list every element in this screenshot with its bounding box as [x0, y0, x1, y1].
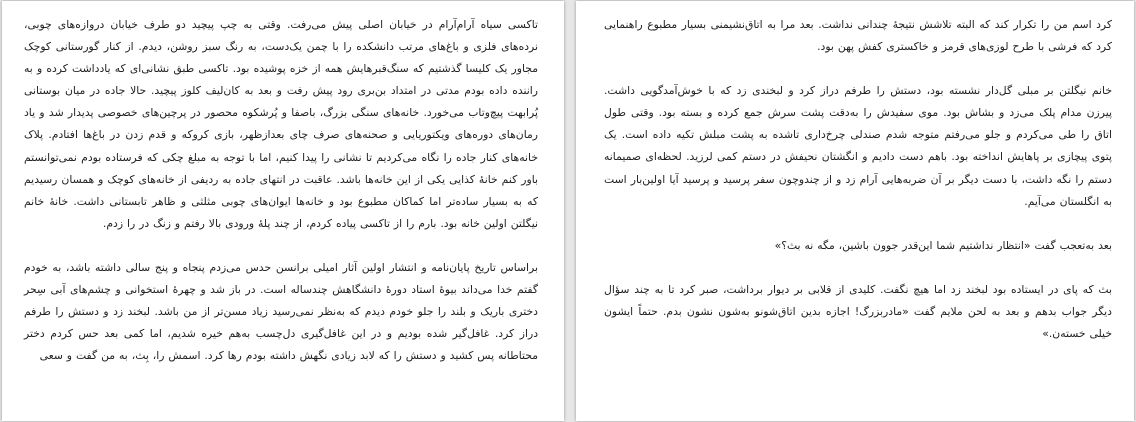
right-page	[576, 1, 1134, 421]
paragraph-gap	[604, 257, 1112, 279]
paragraph-gap	[24, 235, 538, 257]
paragraph-gap	[604, 213, 1112, 235]
right-paragraph-2: خانم نیگلتن بر مبلی گل‌دار نشسته بود، دستش را طرفم دراز کرد و لبخندی زد که با خوش‌آمدگویی داشت. پیرزن مدام پلک می‌زد و بشاش بود. موی سفیدش را به‌دقت پشت سرش جمع کرده و بسته بود. وقتی طول اتاق را طی می‌کردم و جلو می‌رفتم متوجه شدم صندلی چرخ‌داری تاشده به پشت مبلش تکیه داده است. یک پتوی پیچازی بر پاهایش انداخته بود. باهم دست دادیم و انگشتان نحیفش در دستم کمی لرزید. لحظه‌ای صمیمانه دستم را نگه داشت، با دست دیگر بر آن ضربه‌هایی آرام زد و از چندوچون سفر پرسید و پرسید آیا اولین‌بار است به انگلستان می‌آیم.	[604, 84, 1112, 208]
right-paragraph-4: بث که پای در ایستاده بود لبخند زد اما هیچ نگفت. کلیدی از قلابی بر دیوار برداشت، صبر کرد تا به چند سؤال دیگر جواب بدهم و بعد به لحن ملایم گفت «مادربزرگ! اجازه بدین اتاق‌شونو به‌شون نشون بدم. حتماً ایشون خیلی خسته‌ن.»	[604, 282, 1112, 341]
left-paragraph-1: تاکسی سیاه آرام‌آرام در خیابان اصلی پیش می‌رفت. وقتی به چپ پیچید دو طرف خیابان دروازه‌های چوبی، نرده‌های فلزی و باغ‌های مرتب دانشکده را با چمن یک‌دست، به رنگ سبز روشن، دیدم. از کنار گورستانی کوچک مجاور یک کلیسا گذشتیم که سنگ‌قبرهایش همه از خزه پوشیده بود. تاکسی طبق نشانی‌ای که یادداشت کرده و به راننده داده بودم مدتی در امتداد بن‌بری رود پیش رفت و بعد به کان‌لیف کلوز پیچید. حالا جاده در میان بوستانی پُرابهت پیچ‌وتاب می‌خورد. خانه‌های سنگی بزرگ، باصفا و پُرشکوه محصور در پرچین‌های خصوصی پدیدار شد و یاد رمان‌های دوره‌های ویکتوریایی و صحنه‌های صرف چای بعدازظهر، بازی کروکه و قدم زدن در باغ‌ها افتادم. پلاک خانه‌های کنار جاده را نگاه می‌کردیم تا نشانی را پیدا کنیم، اما با توجه به مبلغ چکی که فرستاده بودم نمی‌توانستم باور کنم خانهٔ کذایی یکی از این خانه‌ها باشد. عاقبت در انتهای جاده به ردیفی از خانه‌های کوچک و همسان رسیدیم که به بسیار ساده‌تر اما کماکان مطبوع بود و خانه‌ها ایوان‌های چوبی مثلثی و ظاهر تابستانی داشت. خانهٔ خانم نیگلتن اولین خانه بود. بارم را از تاکسی پیاده کردم، از چند پلهٔ ورودی بالا رفتم و زنگ در را زدم.	[24, 18, 538, 230]
right-paragraph-3: بعد به‌تعجب گفت «انتظار نداشتیم شما این‌قدر جوون باشین، مگه نه بث؟»	[774, 238, 1112, 252]
left-page	[2, 1, 564, 421]
right-paragraph-1: کرد اسم من را تکرار کند که البته تلاشش نتیجهٔ چندانی نداشت. بعد مرا به اتاق‌نشیمنی بسیار مطبوع راهنمایی کرد که فرشی با طرح لوزی‌های قرمز و خاکستری کفش پهن بود.	[604, 18, 1112, 54]
left-paragraph-2: براساس تاریخ پایان‌نامه و انتشار اولین آثار امیلی برانسن حدس می‌زدم پنجاه و پنج سالی داشته باشد، به خودم گفتم خدا می‌داند بیوهٔ استاد دورهٔ دانشگاهش چندساله است. در باز شد و چهرهٔ استخوانی و چشم‌های آبی سِحر دختری باریک و بلند را جلو خودم دیدم که به‌نظر نمی‌رسید زیاد مسن‌تر از من باشد. لبخند زد و دستش را طرفم دراز کرد. غافل‌گیر شده بودیم و در این غافل‌گیری دل‌چسب به‌هم خیره شدیم، اما کمی بعد حس کردم دختر محتاطانه پس کشید و دستش را که لابد زیادی نگهش داشته بودم رها کرد. اسمش را، بِث، به من گفت و سعی	[24, 260, 538, 363]
paragraph-gap	[604, 58, 1112, 80]
